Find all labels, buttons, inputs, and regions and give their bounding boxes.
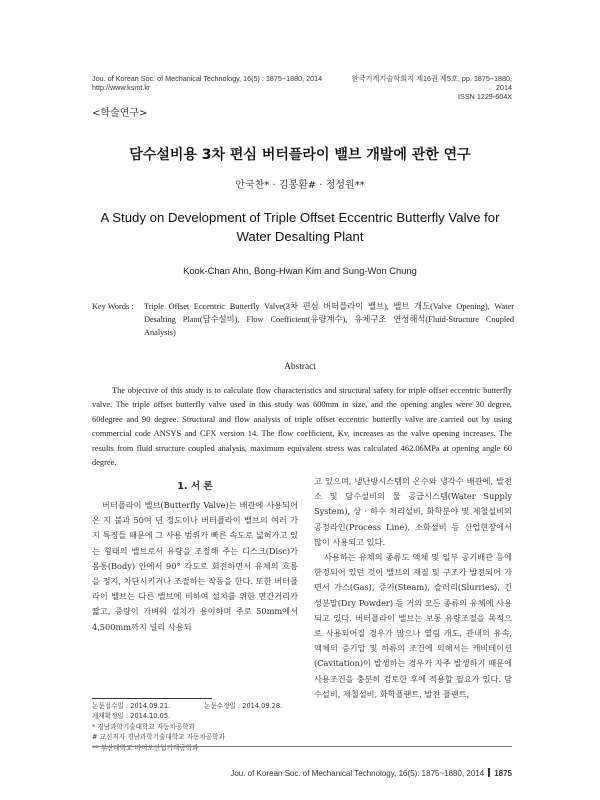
- abstract-text: The objective of this study is to calculate flow characteristics and structural safety for triple offset eccentric butterfly valve. The triple offset butterfly valve used in this study was 600mm in size, and the opening angles were 30 degree, 60degree and 90 degree. Structural and flow analysis of triple offset eccentric butterfly valve are carried out by using commercial code ANSYS and CFX version 14. The flow coefficient, Kv, increases as the valve opening increases. The results from fluid structure coupled analysis, maximum equivalent stress was calculated 462.06MPa at opening angle 60 degree.: [92, 386, 512, 468]
- footer-divider: [92, 746, 512, 747]
- footer-citation: Jou. of Korean Soc. of Mechanical Technology, 16(5): 1875~1880, 2014: [230, 769, 485, 778]
- journal-header-right: [340, 74, 512, 101]
- keywords-label: Key Words :: [92, 302, 134, 311]
- issn: ISSN 1229-604X: [458, 92, 512, 101]
- authors-korean: 안국찬* · 김봉환# · 정성원**: [235, 180, 365, 191]
- authors-english: Kook-Chan Ahn, Bong-Hwan Kim and Sung-Won Chung: [183, 265, 417, 276]
- title-korean: 담수설비용 3차 편심 버터플라이 밸브 개발에 관한 연구: [129, 147, 471, 163]
- affiliation-3: ** 부산대학교 바이오산업기계공학과: [92, 743, 199, 752]
- footnote-divider: [92, 698, 212, 699]
- accepted-date: 게재확정일 : 2014.10.05.: [92, 712, 171, 721]
- article-category: <학술연구>: [92, 108, 148, 119]
- page-footer: [230, 768, 512, 778]
- affiliation-2: # 교신저자 경남과학기술대학교 자동차공학과: [92, 733, 225, 742]
- intro-paragraph-1-cont: 고 있으며, 냉난방시스템의 온수와 냉각수 배관에, 발전소 및 담수설비의 물 공급시스템(Water Supply System), 상 · 하수 처리설비, 화학분야 및 제철설비의 공정라인(Process Line), 소화설비 등 산업현장에서 많이 사용되고 있다.: [314, 476, 512, 547]
- intro-paragraph-2: 사용하는 유체의 종류도 액체 및 일부 공기배관 등에 한정되어 있던 것이 밸브의 재질 및 구조가 발전되어 가면서 가스(Gas), 증기(Steam), 슬러리(Slurries), 건성분말(Dry Powder) 등 거의 모든 종류의 유체에 사용되고 있다. 버터플라이 밸브는 보통 유량조절을 목적으로 사용되어질 경우가 많으나 열림 개도, 관내의 유속, 액체의 증기압 및 하류의 조건에 의해서는 캐비테이션(Cavitation)이 발생하는 경우가 자주 발생하기 때문에 사용조건을 충분히 검토한 후에 적용할 필요가 있다. 담수설비, 제철설비, 화학플랜트, 발전 플랜트,: [314, 552, 512, 699]
- title-english-line2: Water Desalting Plant: [236, 229, 364, 244]
- title-english-line1: A Study on Development of Triple Offset Eccentric Butterfly Valve for: [100, 210, 500, 225]
- journal-citation-ko: 한국기계기술학회지 제16권 제5호, pp. 1875~1880, 2014: [351, 74, 512, 92]
- abstract-title: Abstract: [284, 362, 316, 372]
- affiliation-1: * 경남과학기술대학교 자동차공학과: [92, 722, 196, 731]
- footer-separator: [488, 768, 490, 777]
- page-number: 1875: [494, 769, 512, 778]
- title-english: [100, 208, 500, 246]
- received-date: 논문접수일 : 2014.09.21.: [92, 702, 171, 710]
- intro-paragraph-1: 버터플라이 밸브(Butterfly Valve)는 배관에 사용되어 온 지 불과 50여 년 정도이나 버터플라이 밸브의 여러 가지 특징들 때문에 그 사용 범위가 빠른 속도로 넓혀가고 있는 형태의 밸브로서 유량을 조절해 주는 디스크(Disc)가 몸통(Body) 안에서 90° 각도로 회전하면서 유체의 흐름을 정지, 차단시키거나 조절하는 작동을 한다. 또한 버터플라이 밸브는 다른 밸브에 비하여 설치를 위한 면간거리가 짧고, 중량이 가벼워 설치가 용이하며 주로 50mm에서 4,500mm까지 널리 사용되: [92, 500, 298, 632]
- body-column-left: [92, 498, 298, 635]
- keywords-text: Triple Offset Eccentric Butterfly Valve(3차 편심 버터플라이 밸브), 밸브 개도(Valve Opening), Water Desalting Plant(담수설비), Flow Coefficient(유량계수), 유체구조 연성해석(Fluid-Structure Coupled Analysis): [144, 302, 514, 337]
- body-column-right: [314, 474, 512, 702]
- journal-header-left: [92, 74, 342, 92]
- section-heading-introduction: 1. 서 론: [177, 481, 213, 492]
- journal-citation: Jou. of Korean Soc. of Mechanical Technology, 16(5) : 1875~1880, 2014: [92, 74, 323, 83]
- journal-url[interactable]: http://www.ksmt.kr: [92, 83, 151, 92]
- footnote-dates: [92, 701, 312, 711]
- revised-date: 논문수정일 : 2014.09.28.: [204, 702, 283, 710]
